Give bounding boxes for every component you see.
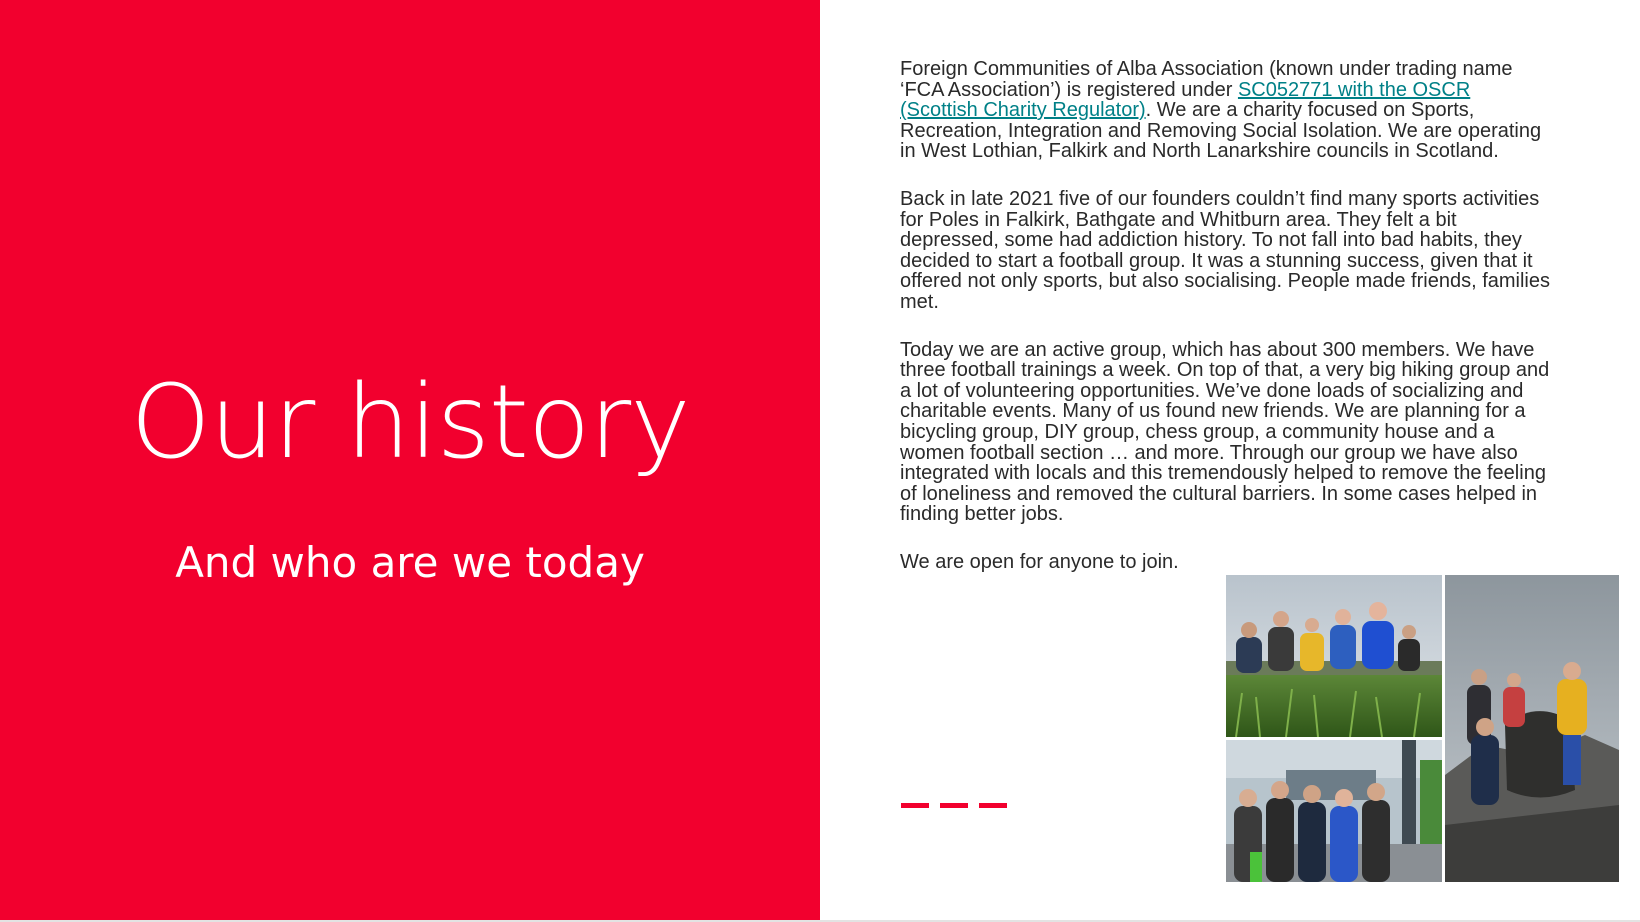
accent-dash — [901, 803, 929, 808]
football-team-image — [1226, 575, 1442, 737]
history-text — [900, 59, 1550, 572]
paragraph-invitation: We are open for anyone to join. — [900, 550, 1179, 573]
slide-subtitle: And who are we today — [175, 538, 645, 587]
accent-dashes — [901, 803, 1007, 808]
slide-title: Our history — [130, 363, 690, 482]
paragraph-founding: Back in late 2021 five of our founders couldn’t find many sports activities for Poles in Falkirk, Bathgate and Whitburn area. They felt a bit depressed, some had addiction history. To not fall into bad habits, they decided to start a football group. It was a stunning success, given that it offered not only sports, but also socialising. People made friends, families met. — [900, 187, 1550, 313]
paragraph-registration-end: . We are a charity focused on Sports, Recreation, Integration and Removing Social Isolation. We are operating in West Lothian, Falkirk and North Lanarkshire councils in Scotland. — [900, 99, 1542, 163]
paragraph-registration-start: Foreign Communities of Alba Association (known under trading name ‘FCA Association’) is registered under — [900, 58, 1513, 101]
hiking-group-photo — [1445, 575, 1619, 882]
accent-dash — [940, 803, 968, 808]
hiking-group-image — [1445, 575, 1619, 882]
members-group-photo — [1226, 740, 1442, 882]
members-group-image — [1226, 740, 1442, 882]
paragraph-registration — [900, 59, 1550, 162]
oscr-registration-link[interactable]: SC052771 with the OSCR (Scottish Charity Regulator) — [900, 78, 1471, 122]
accent-dash — [979, 803, 1007, 808]
paragraph-today: Today we are an active group, which has about 300 members. We have three football trainings a week. On top of that, a very big hiking group and a lot of volunteering opportunities. We’ve done loads of socializing and charitable events. Many of us found new friends. We are planning for a bicycling group, DIY group, chess group, a community house and a women football section … and more. Through our group we have also integrated with locals and this tremendously helped to remove the feeling of loneliness and removed the cultural barriers. In some cases helped in finding better jobs. — [900, 338, 1550, 526]
football-team-photo — [1226, 575, 1442, 737]
